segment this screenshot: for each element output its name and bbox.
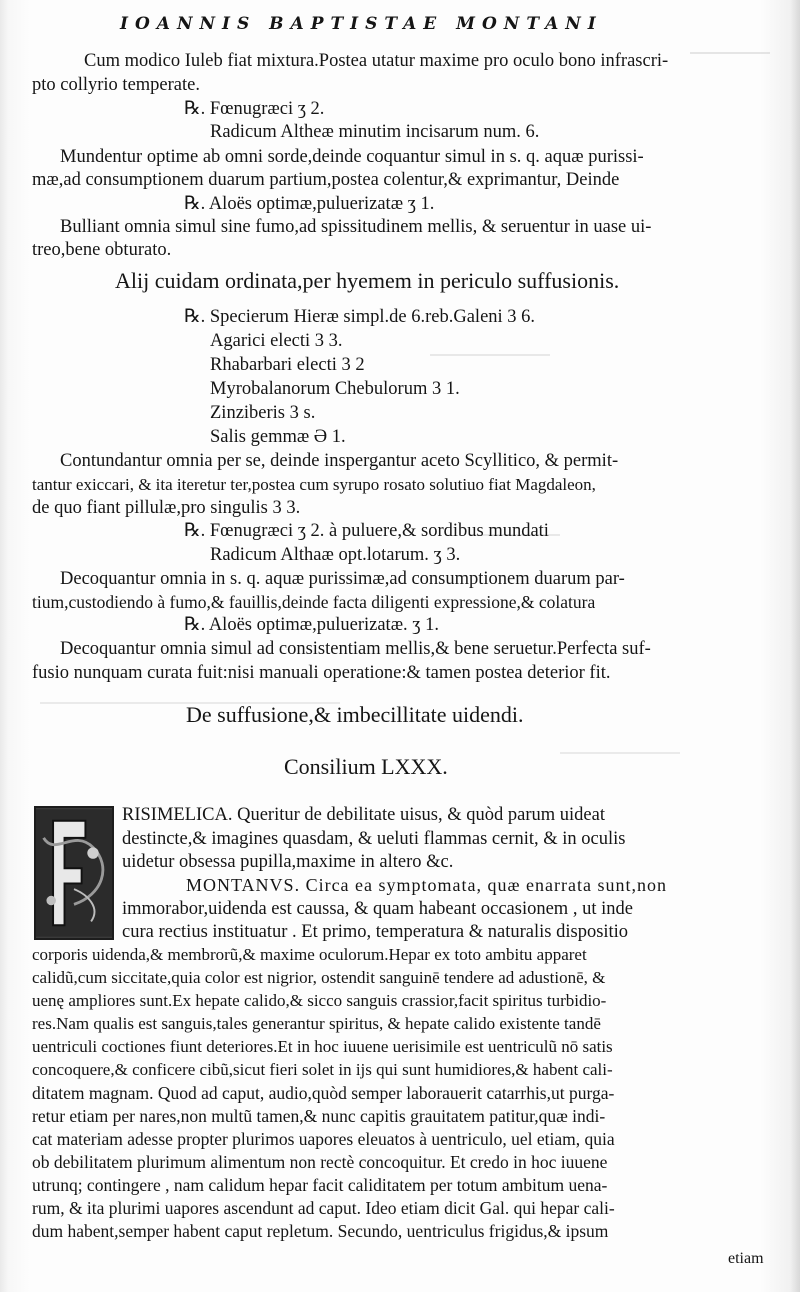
recipe-line: Zinziberis 3 s. — [210, 403, 316, 423]
body-line: uidetur obsessa pupilla,maxime in altero &c. — [122, 852, 454, 872]
instruction-line: Contundantur omnia per se, deinde inspergantur aceto Scyllitico, & permit- — [60, 451, 619, 471]
body-line: corporis uidenda,& membrorũ,& maxime oculorum.Hepar ex toto ambitu apparet — [32, 945, 587, 964]
body-line: MONTANVS. Circa ea symptomata, quæ enarrata sunt,non — [186, 875, 667, 895]
body-line: uenę ampliores sunt.Ex hepate calido,& sicco sanguis crassior,facit spiritus turbidio- — [32, 991, 607, 1010]
instruction-line: Decoquantur omnia in s. q. aquæ purissimæ,ad consumptionem duarum par- — [60, 569, 625, 589]
running-head: IOANNIS BAPTISTAE MONTANI — [120, 14, 603, 34]
instruction-line: ℞. Fœnugræci ʒ 2. à puluere,& sordibus mundati — [184, 521, 549, 541]
prescription-line: pto collyrio temperate. — [32, 75, 200, 95]
recipe-line: Salis gemmæ Ə 1. — [210, 427, 346, 447]
instruction-line: tantur exiccari, & ita iteretur ter,postea cum syrupo rosato solutiuo fiat Magdaleon, — [32, 475, 596, 494]
ornament-icon — [36, 808, 112, 938]
instruction-line: Radicum Althaæ opt.lotarum. ʒ 3. — [210, 545, 461, 565]
body-line: ditatem magnam. Quod ad caput, audio,quòd semper laborauerit catarrhis,ut purga- — [32, 1083, 615, 1103]
show-through-mark — [560, 740, 680, 754]
prescription-line: treo,bene obturato. — [32, 240, 172, 260]
decorated-initial-letter — [34, 806, 114, 940]
body-line: concoquere,& conficere cibũ,sicut fieri solet in ijs qui sunt humidiores,& habent cali- — [32, 1060, 613, 1079]
prescription-line: Cum modico Iuleb fiat mixtura.Postea utatur maxime pro oculo bono infrascri- — [84, 51, 669, 71]
catchword: etiam — [728, 1250, 764, 1267]
consilium-title: Consilium LXXX. — [284, 754, 448, 779]
prescription-line: Bulliant omnia simul sine fumo,ad spissitudinem mellis, & seruentur in uase ui- — [60, 217, 652, 237]
show-through-mark — [430, 340, 550, 356]
instruction-line: ℞. Aloës optimæ,puluerizatæ. ʒ 1. — [184, 615, 439, 635]
body-line: ob debilitatem plurimum alimentum non rectè concoquitur. Et credo in hoc iuuene — [32, 1152, 608, 1172]
section-heading: Alij cuidam ordinata,per hyemem in periculo suffusionis. — [115, 268, 620, 293]
instruction-line: tium,custodiendo à fumo,& fauillis,deinde facta diligenti expressione,& colatura — [32, 592, 596, 612]
recipe-line: ℞. Specierum Hieræ simpl.de 6.reb.Galeni 3 6. — [184, 307, 536, 327]
prescription-line: ℞. Fœnugræci ʒ 2. — [184, 99, 325, 119]
body-line: RISIMELICA. Queritur de debilitate uisus, & quòd parum uideat — [122, 805, 605, 825]
instruction-line: fusio nunquam curata fuit:nisi manuali operatione:& tamen postea deterior fit. — [32, 663, 611, 683]
body-line: calidũ,cum siccitate,quia color est nigrior, ostendit sanguinē tendere ad adustionē, & — [32, 968, 606, 987]
recipe-line: Agarici electi 3 3. — [210, 331, 343, 351]
body-line: retur etiam per nares,non multũ tamen,& nunc capitis grauitatem patitur,quæ indi- — [32, 1106, 606, 1126]
body-line: res.Nam qualis est sanguis,tales generantur spiritus, & hepate calido existente tandē — [32, 1014, 601, 1033]
body-line: destincte,& imagines quasdam, & ueluti flammas cernit, & in oculis — [122, 829, 626, 849]
body-line: utrunq; contingere , nam calidum hepar facit caliditatem per totum ambitum uena- — [32, 1175, 608, 1195]
body-line: uentriculi coctiones fiunt deteriores.Et in hoc iuuene uerisimile est uentriculũ nō satis — [32, 1037, 613, 1056]
instruction-line: de quo fiant pillulæ,pro singulis 3 3. — [32, 498, 301, 518]
recipe-line: Myrobalanorum Chebulorum 3 1. — [210, 379, 460, 399]
body-line: dum habent,semper habent caput repletum. Secundo, uentriculus frigidus,& ipsum — [32, 1221, 609, 1241]
instruction-line: Decoquantur omnia simul ad consistentiam mellis,& bene seruetur.Perfecta suf- — [60, 639, 651, 659]
body-line: cat materiam adesse propter plurimos uapores eleuatos à uentriculo, uel etiam, quia — [32, 1129, 615, 1149]
prescription-line: Mundentur optime ab omni sorde,deinde coquantur simul in s. q. aquæ purissi- — [60, 147, 644, 167]
show-through-mark — [690, 36, 770, 54]
body-line: cura rectius instituatur . Et primo, temperatura & naturalis dispositio — [122, 922, 629, 942]
body-line: immorabor,uidenda est caussa, & quam habeant occasionem , ut inde — [122, 899, 633, 919]
recipe-line: Rhabarbari electi 3 2 — [210, 355, 365, 375]
prescription-line: Radicum Altheæ minutim incisarum num. 6. — [210, 122, 540, 142]
section-heading: De suffusione,& imbecillitate uidendi. — [186, 702, 524, 727]
body-line: rum, & ita plurimi uapores ascendunt ad caput. Ideo etiam dicit Gal. qui hepar cali- — [32, 1198, 615, 1218]
prescription-line: ℞. Aloës optimæ,puluerizatæ ʒ 1. — [184, 194, 435, 214]
prescription-line: mæ,ad consumptionem duarum partium,postea colentur,& exprimantur, Deinde — [32, 170, 620, 190]
